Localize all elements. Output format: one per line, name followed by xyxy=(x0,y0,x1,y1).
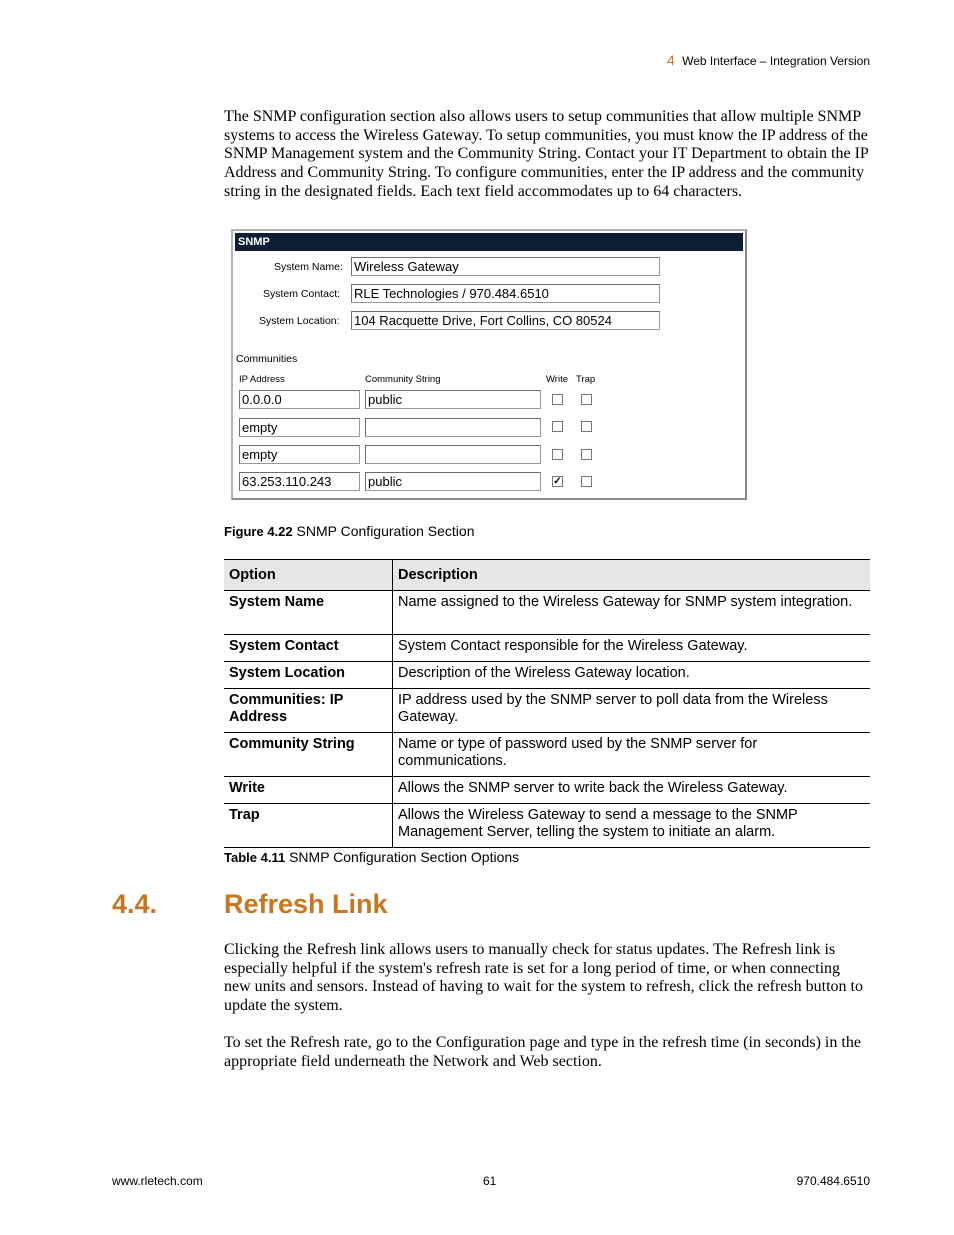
description-cell: Description of the Wireless Gateway location. xyxy=(398,665,690,681)
option-column-header: Option xyxy=(224,560,393,591)
community-string-field[interactable] xyxy=(365,418,541,437)
write-checkbox[interactable] xyxy=(552,449,563,460)
option-cell: System Location xyxy=(224,662,393,689)
trap-column-header: Trap xyxy=(576,374,596,385)
community-ip-field[interactable]: empty xyxy=(239,445,360,464)
write-column-header: Write xyxy=(546,374,568,385)
chapter-number: 4 xyxy=(666,52,675,68)
table-caption-text: SNMP Configuration Section Options xyxy=(289,849,520,865)
footer-phone: 970.484.6510 xyxy=(796,1174,870,1188)
community-string-column-header: Community String xyxy=(365,374,441,385)
intro-paragraph: The SNMP configuration section also allows users to setup communities that allow multiple SNMP systems to access the Wireless Gateway. To setup communities, you must know the IP address of the SNMP Management system and the Community String. Contact your IT Department to obtain the IP Address and Community String. To configure communities, enter the IP address and the community string in the designated fields. Each text field accommodates up to 64 characters. xyxy=(224,108,869,200)
table-row xyxy=(224,733,870,777)
option-cell: Communities: IP Address xyxy=(224,689,393,733)
refresh-paragraph-2: To set the Refresh rate, go to the Configuration page and type in the refresh time (in seconds) in the appropriate field underneath the Network and Web section. xyxy=(224,1034,861,1070)
footer-page-number: 61 xyxy=(483,1174,497,1188)
footer-website[interactable]: www.rletech.com xyxy=(112,1174,203,1188)
figure-label: Figure 4.22 xyxy=(224,524,293,539)
write-checkbox-checked[interactable]: ✓ xyxy=(553,476,562,487)
description-cell: Allows the SNMP server to write back the Wireless Gateway. xyxy=(398,780,788,796)
section-number: 4.4. xyxy=(112,889,158,919)
option-cell: System Contact xyxy=(224,635,393,662)
option-cell: Community String xyxy=(224,733,393,777)
description-cell: IP address used by the SNMP server to poll data from the Wireless Gateway. xyxy=(398,692,828,725)
table-label: Table 4.11 xyxy=(224,850,286,865)
table-row xyxy=(224,689,870,733)
snmp-panel-title: SNMP xyxy=(235,233,743,251)
option-cell: Trap xyxy=(224,804,393,848)
system-contact-label: System Contact: xyxy=(263,288,341,300)
community-ip-field[interactable]: 0.0.0.0 xyxy=(239,390,360,409)
system-contact-field[interactable]: RLE Technologies / 970.484.6510 xyxy=(351,284,660,303)
refresh-paragraph-1: Clicking the Refresh link allows users to manually check for status updates. The Refresh link is especially helpful if the system's refresh rate is set for a long period of time, or when connecting new units and sensors. Instead of having to wait for the system to refresh, click the refresh button to update the system. xyxy=(224,941,863,1015)
system-name-field[interactable]: Wireless Gateway xyxy=(351,257,660,276)
table-row xyxy=(224,662,870,689)
description-cell: Allows the Wireless Gateway to send a message to the SNMP Management Server, telling the system to initiate an alarm. xyxy=(398,807,798,840)
table-header-row xyxy=(224,560,870,591)
section-title: Refresh Link xyxy=(224,889,388,919)
community-ip-field[interactable]: 63.253.110.243 xyxy=(239,472,360,491)
system-location-field[interactable]: 104 Racquette Drive, Fort Collins, CO 80524 xyxy=(351,311,660,330)
option-cell: Write xyxy=(224,777,393,804)
community-string-field[interactable]: public xyxy=(365,390,541,409)
description-cell: System Contact responsible for the Wireless Gateway. xyxy=(398,638,748,654)
description-column-header: Description xyxy=(393,560,871,591)
communities-label: Communities xyxy=(236,353,298,365)
trap-checkbox[interactable] xyxy=(581,449,592,460)
ip-address-column-header: IP Address xyxy=(239,374,285,385)
write-checkbox[interactable] xyxy=(552,394,563,405)
write-checkbox[interactable] xyxy=(552,421,563,432)
table-row xyxy=(224,591,870,635)
figure-text: SNMP Configuration Section xyxy=(296,523,475,539)
table-row xyxy=(224,777,870,804)
community-ip-field[interactable]: empty xyxy=(239,418,360,437)
description-cell: Name assigned to the Wireless Gateway for SNMP system integration. xyxy=(398,594,853,610)
chapter-title: Web Interface – Integration Version xyxy=(682,54,870,68)
trap-checkbox[interactable] xyxy=(581,394,592,405)
table-caption xyxy=(224,849,519,865)
table-row xyxy=(224,804,870,848)
system-name-label: System Name: xyxy=(274,261,343,273)
figure-caption xyxy=(224,523,474,539)
snmp-config-panel xyxy=(231,229,747,500)
option-cell: System Name xyxy=(224,591,393,635)
description-cell: Name or type of password used by the SNMP server for communications. xyxy=(398,736,758,769)
community-string-field[interactable]: public xyxy=(365,472,541,491)
trap-checkbox[interactable] xyxy=(581,476,592,487)
trap-checkbox[interactable] xyxy=(581,421,592,432)
table-row xyxy=(224,635,870,662)
options-table xyxy=(224,559,870,848)
community-string-field[interactable] xyxy=(365,445,541,464)
page-header xyxy=(667,52,870,68)
system-location-label: System Location: xyxy=(259,315,340,327)
